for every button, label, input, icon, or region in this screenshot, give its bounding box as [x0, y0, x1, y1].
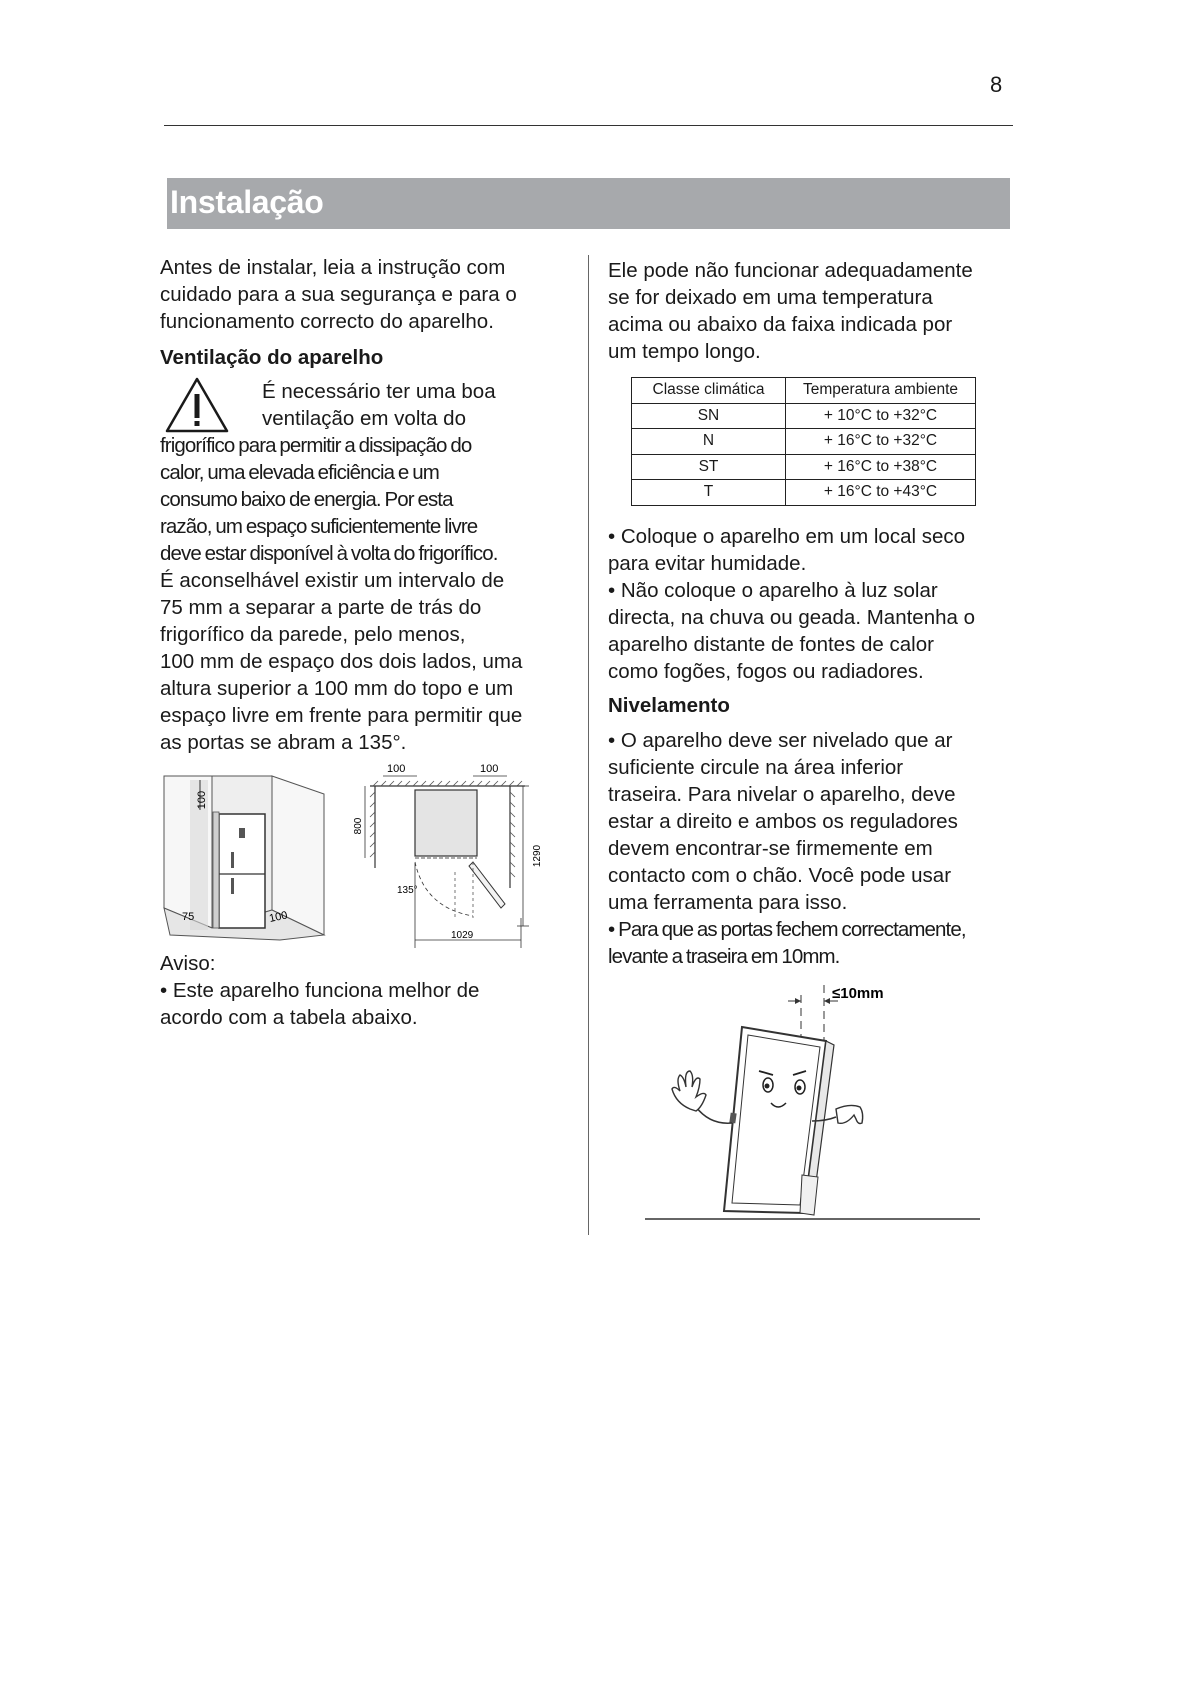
text-line: aparelho distante de fontes de calor: [608, 633, 934, 656]
text-line: contacto com o chão. Você pode usar: [608, 864, 952, 887]
text-line: um tempo longo.: [608, 340, 761, 363]
climate-class-table: [631, 377, 976, 506]
leveling-heading: Nivelamento: [608, 694, 730, 717]
text-line: calor, uma elevada eficiência e um: [160, 461, 439, 484]
table-cell: ST: [632, 454, 786, 480]
warning-icon: [164, 376, 230, 434]
text-line: • Para que as portas fechem correctamente,: [608, 918, 966, 941]
text-line: como fogões, fogos ou radiadores.: [608, 660, 924, 683]
table-cell: T: [632, 480, 786, 506]
angle-label: 135°: [397, 885, 418, 896]
text-line: 100 mm de espaço dos dois lados, uma: [160, 650, 523, 673]
table-header: Classe climática: [632, 378, 786, 404]
page-number: 8: [990, 72, 1003, 97]
text-line: levante a traseira em 10mm.: [608, 945, 840, 968]
fridge-outline: [213, 812, 265, 928]
text-line: acima ou abaixo da faixa indicada por: [608, 313, 953, 336]
text-line: 75 mm a separar a parte de trás do: [160, 596, 482, 619]
section-title-bar: [167, 178, 1010, 229]
text-line: se for deixado em uma temperatura: [608, 286, 933, 309]
table-header: Temperatura ambiente: [786, 378, 976, 404]
tilt-gap-label: ≤10mm: [832, 985, 884, 1002]
waving-hand: [672, 1071, 732, 1123]
text-line: deve estar disponível à volta do frigorífico.: [160, 542, 498, 565]
table-header-row: [632, 378, 976, 404]
text-line: consumo baixo de energia. Por esta: [160, 488, 453, 511]
gap-left-label: 100: [387, 763, 406, 775]
ventilation-heading: Ventilação do aparelho: [160, 346, 384, 369]
dim-side-label: 100: [268, 909, 289, 925]
text-line: razão, um espaço suficientemente livre: [160, 515, 478, 538]
text-line: É aconselhável existir um intervalo de: [160, 569, 505, 592]
text-line: estar a direito e ambos os reguladores: [608, 810, 958, 833]
width-label: 1029: [451, 930, 474, 941]
tilted-fridge-illustration: [640, 975, 990, 1225]
placement-text: [608, 523, 975, 685]
table-row: [632, 454, 976, 480]
text-line: acordo com a tabela abaixo.: [160, 1006, 418, 1029]
door-opening-diagram: [355, 758, 555, 946]
text-line: • Não coloque o aparelho à luz solar: [608, 579, 938, 602]
text-line: traseira. Para nivelar o aparelho, deve: [608, 783, 956, 806]
notice-label: Aviso:: [160, 952, 216, 975]
table-cell: + 10°C to +32°C: [786, 403, 976, 429]
text-line: espaço livre em frente para permitir que: [160, 704, 523, 727]
table-row: [632, 480, 976, 506]
column-divider: [588, 255, 589, 1235]
text-line: • Este aparelho funciona melhor de: [160, 979, 480, 1002]
leveling-note: [608, 916, 966, 970]
depth-label: 800: [353, 817, 364, 835]
text-line: ventilação em volta do: [262, 407, 466, 430]
leveling-text: [608, 727, 958, 916]
dim-back-label: 75: [182, 911, 195, 923]
text-line: Ele pode não funcionar adequadamente: [608, 259, 973, 282]
header-rule: [164, 125, 1013, 126]
text-line: directa, na chuva ou geada. Mantenha o: [608, 606, 975, 629]
door-swing: [415, 862, 505, 918]
ventilation-text-indented: [262, 378, 496, 432]
notice: [160, 950, 479, 1031]
table-row: [632, 403, 976, 429]
clearance-room-diagram: [160, 770, 330, 940]
text-line: frigorífico para permitir a dissipação do: [160, 434, 472, 457]
text-line: É necessário ter uma boa: [262, 380, 496, 403]
table-cell: + 16°C to +32°C: [786, 429, 976, 455]
text-line: funcionamento correcto do aparelho.: [160, 310, 494, 333]
table-row: [632, 429, 976, 455]
temperature-intro: [608, 257, 973, 365]
text-line: as portas se abram a 135°.: [160, 731, 407, 754]
gap-right-label: 100: [480, 763, 499, 775]
text-line: uma ferramenta para isso.: [608, 891, 848, 914]
table-cell: + 16°C to +43°C: [786, 480, 976, 506]
text-line: devem encontrar-se firmemente em: [608, 837, 933, 860]
text-line: cuidado para a sua segurança e para o: [160, 283, 517, 306]
table-cell: + 16°C to +38°C: [786, 454, 976, 480]
text-line: para evitar humidade.: [608, 552, 807, 575]
text-line: altura superior a 100 mm do topo e um: [160, 677, 514, 700]
text-line: • Coloque o aparelho em um local seco: [608, 525, 966, 548]
text-line: Antes de instalar, leia a instrução com: [160, 256, 506, 279]
table-cell: SN: [632, 403, 786, 429]
section-title: Instalação: [170, 184, 324, 220]
dim-top-label: 100: [196, 790, 208, 810]
text-line: suficiente circule na área inferior: [608, 756, 904, 779]
install-intro: [160, 254, 517, 335]
total-depth-label: 1290: [532, 844, 543, 868]
table-cell: N: [632, 429, 786, 455]
ventilation-text: [160, 432, 498, 567]
text-line: • O aparelho deve ser nivelado que ar: [608, 729, 953, 752]
fridge-top-view: [415, 790, 477, 858]
text-line: frigorífico da parede, pelo menos,: [160, 623, 466, 646]
ventilation-text-cont: [160, 567, 522, 756]
